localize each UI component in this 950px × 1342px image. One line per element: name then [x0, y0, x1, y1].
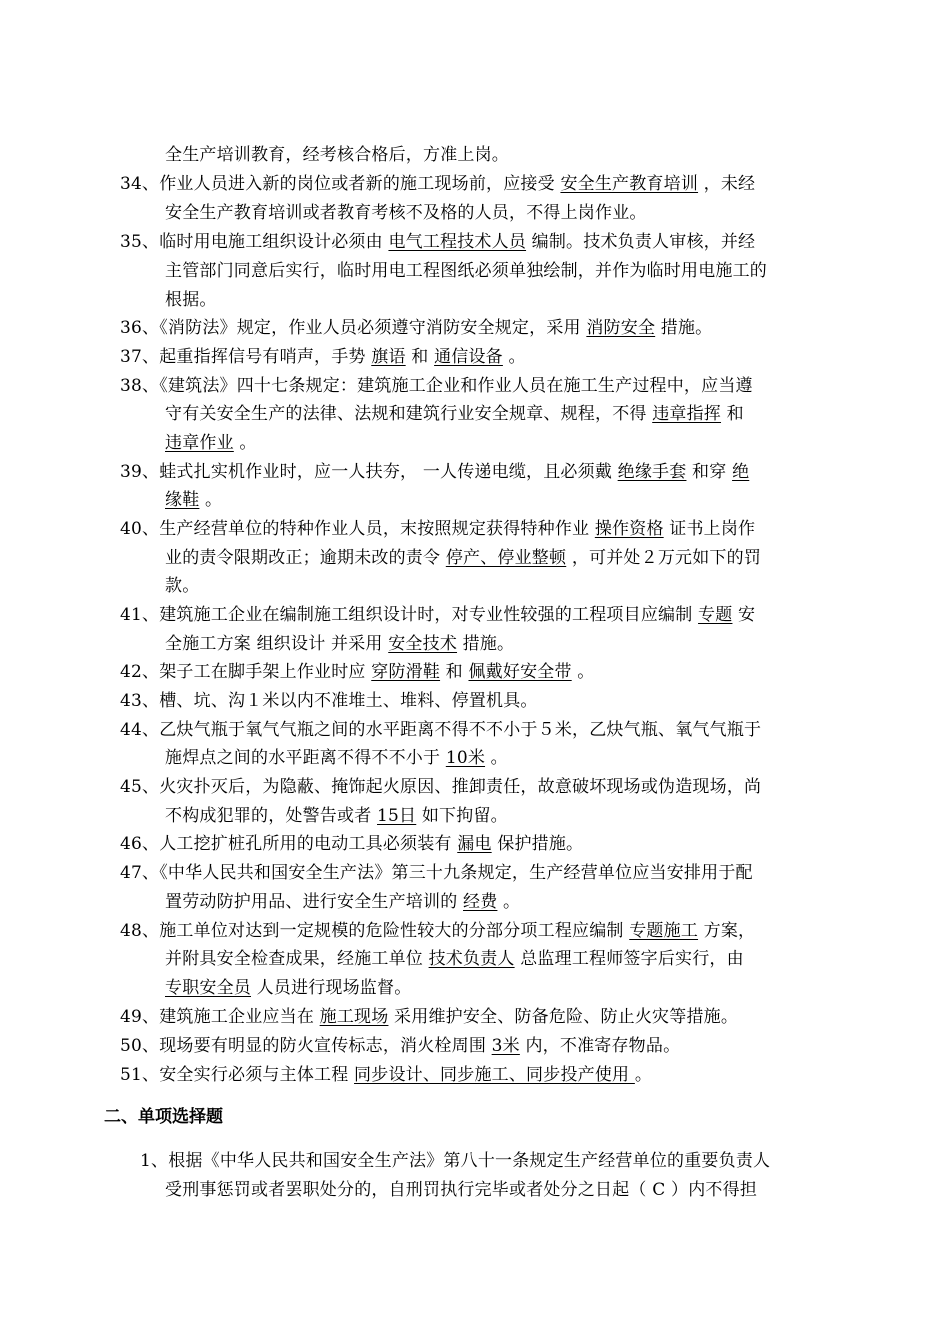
text-segment: ，未经 [698, 174, 756, 194]
text-segment: 根据。 [165, 290, 217, 310]
text-segment: 46、人工挖扩桩孔所用的电动工具必须装有 [120, 834, 458, 854]
text-segment: 35、临时用电施工组织设计必须由 [120, 232, 389, 252]
section-heading: 二、单项选择题 [104, 1107, 223, 1127]
text-segment: 人员进行现场监督。 [251, 978, 412, 998]
text-segment: 保护措施。 [491, 834, 584, 854]
text-segment: 总监理工程师签字后实行，由 [514, 949, 744, 969]
text-segment: 。 [571, 662, 595, 682]
answer-blank: 技术负责人 [428, 949, 515, 969]
answer-blank: 绝缘手套 [617, 462, 687, 482]
text-segment: 40、生产经营单位的特种作业人员，末按照规定获得特种作业 [120, 519, 595, 539]
text-segment: 受刑事惩罚或者罢职处分的，自刑罚执行完毕或者处分之日起（ C ）内不得担 [165, 1180, 758, 1200]
answer-blank: 10米 [445, 748, 486, 768]
text-segment: 施焊点之间的水平距离不得不不小于 [165, 748, 446, 768]
answer-blank: 缘鞋 [165, 490, 200, 510]
text-segment: 。 [634, 1065, 653, 1085]
text-segment: 和 [405, 347, 435, 367]
answer-blank: 同步设计、同步施工、同步投产使用 [354, 1065, 635, 1085]
answer-blank: 违章指挥 [652, 404, 722, 424]
text-segment: 不构成犯罪的，处警告或者 [165, 806, 378, 826]
text-line [165, 144, 509, 166]
text-line [120, 1064, 652, 1086]
text-line [165, 891, 520, 913]
text-segment: 34、作业人员进入新的岗位或者新的施工现场前，应接受 [120, 174, 561, 194]
text-segment: 主管部门同意后实行，临时用电工程图纸必须单独绘制，并作为临时用电施工的 [165, 261, 767, 281]
text-line [165, 489, 222, 511]
text-line [120, 833, 583, 855]
text-segment: 措施。 [457, 634, 515, 654]
answer-blank: 施工现场 [319, 1007, 389, 1027]
text-segment: 全施工方案 组织设计 并采用 [165, 634, 389, 654]
text-segment: 45、火灾扑灭后，为隐蔽、掩饰起火原因、推卸责任，故意破坏现场或伪造现场，尚 [120, 777, 762, 797]
text-line [165, 547, 761, 569]
answer-blank: 违章作业 [165, 433, 234, 453]
text-segment: 款。 [165, 576, 200, 596]
answer-blank: 停产、停业整顿 [445, 548, 567, 568]
text-segment: 49、建筑施工企业应当在 [120, 1007, 320, 1027]
text-line [165, 948, 744, 970]
text-segment: 守有关安全生产的法律、法规和建筑行业安全规章、规程，不得 [165, 404, 653, 424]
text-line [140, 1150, 770, 1172]
text-segment: 38、《建筑法》四十七条规定：建筑施工企业和作业人员在施工生产过程中，应当遵 [120, 376, 753, 396]
text-segment: 并附具安全检查成果，经施工单位 [165, 949, 429, 969]
text-segment: 和穿 [686, 462, 733, 482]
text-line [165, 260, 767, 282]
answer-blank: 3米 [491, 1036, 520, 1056]
text-line [120, 518, 755, 540]
text-segment: 50、现场要有明显的防火宣传标志，消火栓周围 [120, 1036, 492, 1056]
text-line [120, 231, 755, 253]
answer-blank: 安全技术 [388, 634, 458, 654]
answer-blank: 漏电 [457, 834, 492, 854]
answer-blank: 消防安全 [586, 318, 656, 338]
text-segment: 44、乙炔气瓶于氧气气瓶之间的水平距离不得不不小于５米，乙炔气瓶、氧气气瓶于 [120, 720, 762, 740]
text-segment: 采用维护安全、防备危险、防止火灾等措施。 [388, 1007, 739, 1027]
text-line [120, 346, 526, 368]
answer-blank: 佩戴好安全带 [468, 662, 572, 682]
text-segment: 48、施工单位对达到一定规模的危险性较大的分部分项工程应编制 [120, 921, 630, 941]
answer-blank: 通信设备 [434, 347, 503, 367]
text-segment: 置劳动防护用品、进行安全生产培训的 [165, 892, 464, 912]
text-segment: 。 [199, 490, 223, 510]
text-segment: 。 [233, 433, 257, 453]
text-segment: 。 [485, 748, 508, 768]
text-line [120, 1006, 738, 1028]
text-segment: 如下拘留。 [416, 806, 508, 826]
text-segment: 证书上岗作 [663, 519, 756, 539]
text-segment: 47、《中华人民共和国安全生产法》第三十九条规定，生产经营单位应当安排用于配 [120, 863, 753, 883]
text-segment: 和 [440, 662, 469, 682]
text-segment: 41、建筑施工企业在编制施工组织设计时，对专业性较强的工程项目应编制 [120, 605, 699, 625]
text-segment: ，可并处２万元如下的罚 [566, 548, 762, 568]
text-line [120, 173, 755, 195]
text-line [165, 1179, 757, 1201]
text-line [120, 690, 538, 712]
answer-blank: 安全生产教育培训 [560, 174, 699, 194]
text-segment: 。 [502, 347, 526, 367]
text-line [165, 575, 199, 597]
answer-blank: 操作资格 [594, 519, 664, 539]
text-segment: 1、根据《中华人民共和国安全生产法》第八十一条规定生产经营单位的重要负责人 [140, 1151, 771, 1171]
text-line [165, 747, 508, 769]
text-line [165, 805, 508, 827]
text-segment: 42、架子工在脚手架上作业时应 [120, 662, 372, 682]
text-line [165, 202, 647, 224]
text-segment: 43、槽、坑、沟１米以内不准堆土、堆料、停置机具。 [120, 691, 538, 711]
text-segment: 业的责令限期改正；逾期未改的责令 [165, 548, 446, 568]
text-line [120, 317, 712, 339]
text-segment: 全生产培训教育，经考核合格后，方准上岗。 [165, 145, 509, 165]
text-segment: 安 [732, 605, 756, 625]
text-segment: 和 [721, 404, 744, 424]
text-line [120, 375, 753, 397]
text-line [120, 719, 761, 741]
answer-blank: 专职安全员 [165, 978, 251, 998]
text-segment: 37、起重指挥信号有哨声，手势 [120, 347, 372, 367]
answer-blank: 绝 [732, 462, 750, 482]
text-segment: 39、蛙式扎实机作业时，应一人扶夯， 一人传递电缆，且必须戴 [120, 462, 618, 482]
answer-blank: 专题施工 [629, 921, 699, 941]
text-line [120, 661, 595, 683]
text-line [120, 461, 749, 483]
answer-blank: 旗语 [371, 347, 406, 367]
text-line [120, 920, 755, 942]
answer-blank: 电气工程技术人员 [388, 232, 527, 252]
text-line [120, 862, 753, 884]
text-segment: 措施。 [655, 318, 713, 338]
text-line [165, 289, 217, 311]
text-line [120, 776, 761, 798]
text-line [120, 604, 755, 626]
text-line [120, 1035, 680, 1057]
answer-blank: 穿防滑鞋 [371, 662, 441, 682]
answer-blank: 经费 [463, 892, 498, 912]
text-segment: 51、安全实行必须与主体工程 [120, 1065, 355, 1085]
text-segment: 编制。技术负责人审核，并经 [526, 232, 756, 252]
text-segment: 内，不准寄存物品。 [519, 1036, 681, 1056]
text-segment: 方案， [698, 921, 756, 941]
text-segment: 安全生产教育培训或者教育考核不及格的人员，不得上岗作业。 [165, 203, 647, 223]
answer-blank: 专题 [698, 605, 733, 625]
text-line [165, 977, 411, 999]
answer-blank: 15日 [377, 806, 417, 826]
text-segment: 36、《消防法》规定，作业人员必须遵守消防安全规定，采用 [120, 318, 587, 338]
text-line [165, 633, 514, 655]
text-line [165, 432, 257, 454]
text-line [165, 403, 744, 425]
text-segment: 。 [497, 892, 521, 912]
